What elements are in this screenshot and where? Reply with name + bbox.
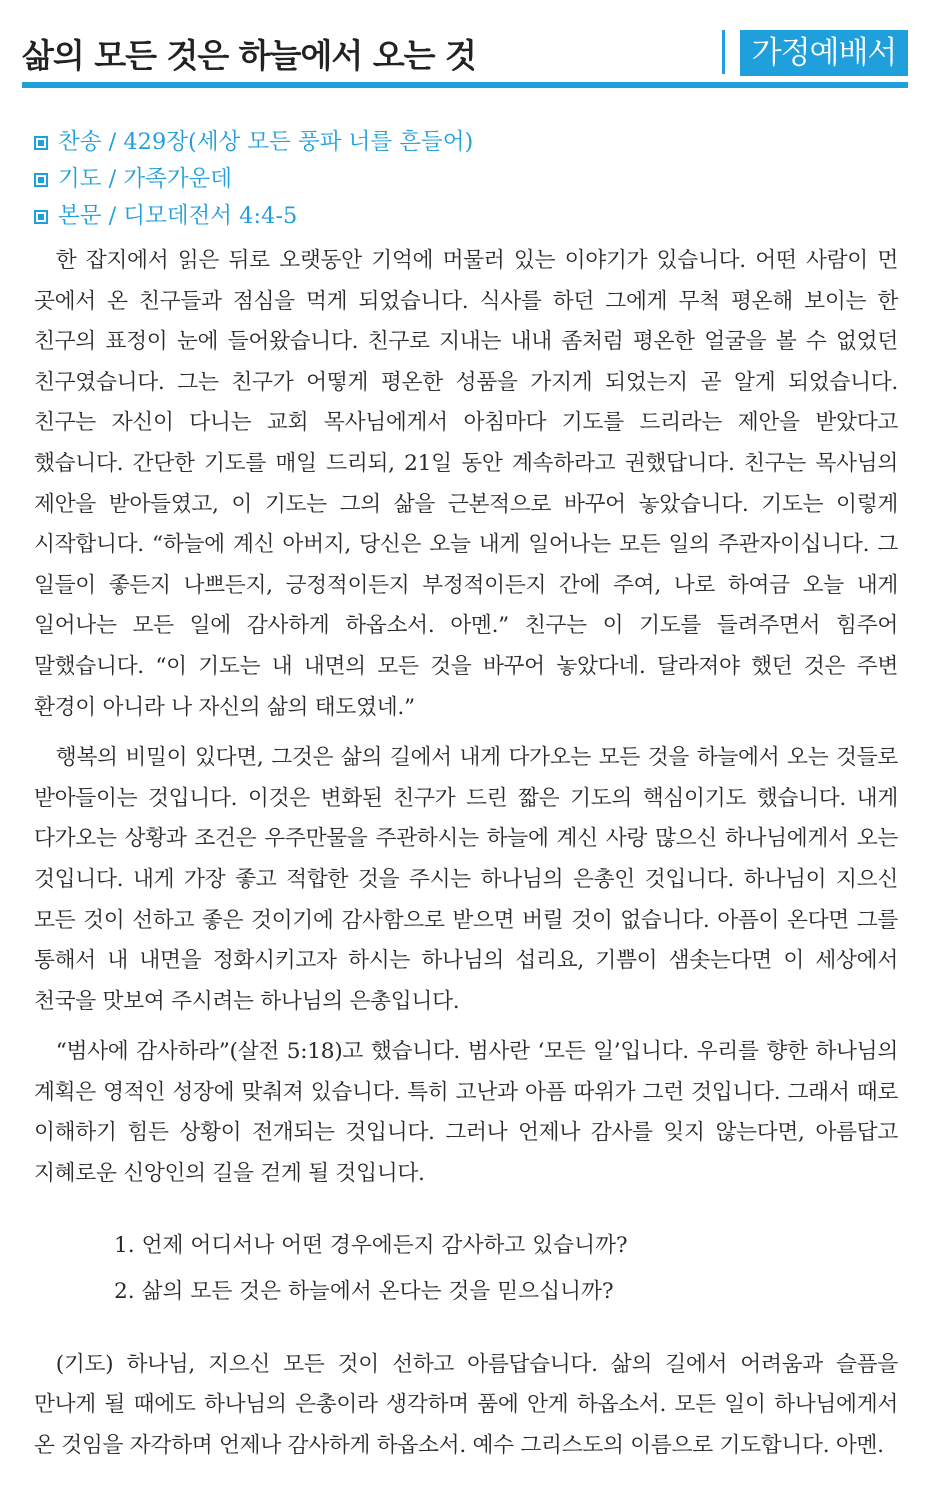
prayer-leader-line xyxy=(34,161,894,198)
page-header xyxy=(22,20,908,86)
square-bullet-icon xyxy=(34,173,48,187)
article-body xyxy=(34,241,898,1466)
hymn-line xyxy=(34,124,894,161)
square-bullet-icon xyxy=(34,210,48,224)
square-bullet-icon xyxy=(34,136,48,150)
service-info xyxy=(34,124,894,235)
section-badge: 가정예배서 xyxy=(740,30,908,76)
closing-prayer: (기도) 하나님, 지으신 모든 것이 선하고 아름답습니다. 삶의 길에서 어려움과 슬픔을 만나게 될 때에도 하나님의 은총이라 생각하며 품에 안게 하옵소서. 모든 일이 하나님에게서 온 것임을 자각하며 언제나 감사하게 하옵소서. 예수 그리스도의 이름으로 기도합니다. 아멘. xyxy=(34,1351,898,1458)
body-paragraph: 행복의 비밀이 있다면, 그것은 삶의 길에서 내게 다가오는 모든 것을 하늘에서 오는 것들로 받아들이는 것입니다. 이것은 변화된 친구가 드린 짧은 기도의 핵심이기도 했습니다. 내게 다가오는 상황과 조건은 우주만물을 주관하시는 하늘에 계신 사랑 많으신 하나님에게서 오는 것입니다. 내게 가장 좋고 적합한 것을 주시는 하나님의 은총인 것입니다. 하나님이 지으신 모든 것이 선하고 좋은 것이기에 감사함으로 받으면 버릴 것이 없습니다. 아픔이 온다면 그를 통해서 내 내면을 정화시키고자 하시는 하나님의 섭리요, 기쁨이 샘솟는다면 이 세상에서 천국을 맛보여 주시려는 하나님의 은총입니다. xyxy=(34,745,898,1014)
body-paragraph: “범사에 감사하라”(살전 5:18)고 했습니다. 범사란 ‘모든 일’입니다. 우리를 향한 하나님의 계획은 영적인 성장에 맞춰져 있습니다. 특히 고난과 아픔 따위가 그런 것입니다. 그래서 때로 이해하기 힘든 상황이 전개되는 것입니다. 그러나 언제나 감사를 잊지 않는다면, 아름답고 지혜로운 신앙인의 길을 걷게 될 것입니다. xyxy=(34,1039,898,1187)
question-item: 1. 언제 어디서나 어떤 경우에든지 감사하고 있습니까? xyxy=(114,1232,628,1258)
question-item: 2. 삶의 모든 것은 하늘에서 온다는 것을 믿으십니까? xyxy=(114,1278,614,1304)
header-rule xyxy=(22,82,908,88)
scripture-text: 본문 / 디모데전서 4:4-5 xyxy=(58,203,298,229)
discussion-questions xyxy=(114,1223,898,1315)
prayer-leader-text: 기도 / 가족가운데 xyxy=(58,166,233,192)
body-paragraph: 한 잡지에서 읽은 뒤로 오랫동안 기억에 머물러 있는 이야기가 있습니다. 어떤 사람이 먼 곳에서 온 친구들과 점심을 먹게 되었습니다. 식사를 하던 그에게 무척 평온해 보이는 한 친구의 표정이 눈에 들어왔습니다. 친구로 지내는 내내 좀처럼 평온한 얼굴을 볼 수 없었던 친구였습니다. 그는 친구가 어떻게 평온한 성품을 가지게 되었는지 곧 알게 되었습니다. 친구는 자신이 다니는 교회 목사님에게서 아침마다 기도를 드리라는 제안을 받았다고 했습니다. 간단한 기도를 매일 드리되, 21일 동안 계속하라고 권했답니다. 친구는 목사님의 제안을 받아들였고, 이 기도는 그의 삶을 근본적으로 바꾸어 놓았습니다. 기도는 이렇게 시작합니다. “하늘에 계신 아버지, 당신은 오늘 내게 일어나는 모든 일의 주관자이십니다. 그 일들이 좋든지 나쁘든지, 긍정적이든지 부정적이든지 간에 주여, 나로 하여금 오늘 내게 일어나는 모든 일에 감사하게 하옵소서. 아멘.” 친구는 이 기도를 들려주면서 힘주어 말했습니다. “이 기도는 내 내면의 모든 것을 바꾸어 놓았다네. 달라져야 했던 것은 주변 환경이 아니라 나 자신의 삶의 태도였네.” xyxy=(34,248,898,720)
scripture-line xyxy=(34,198,894,235)
hymn-text: 찬송 / 429장(세상 모든 풍파 너를 흔들어) xyxy=(58,129,474,155)
header-divider xyxy=(722,30,725,74)
page-title: 삶의 모든 것은 하늘에서 오는 것 xyxy=(22,36,476,75)
